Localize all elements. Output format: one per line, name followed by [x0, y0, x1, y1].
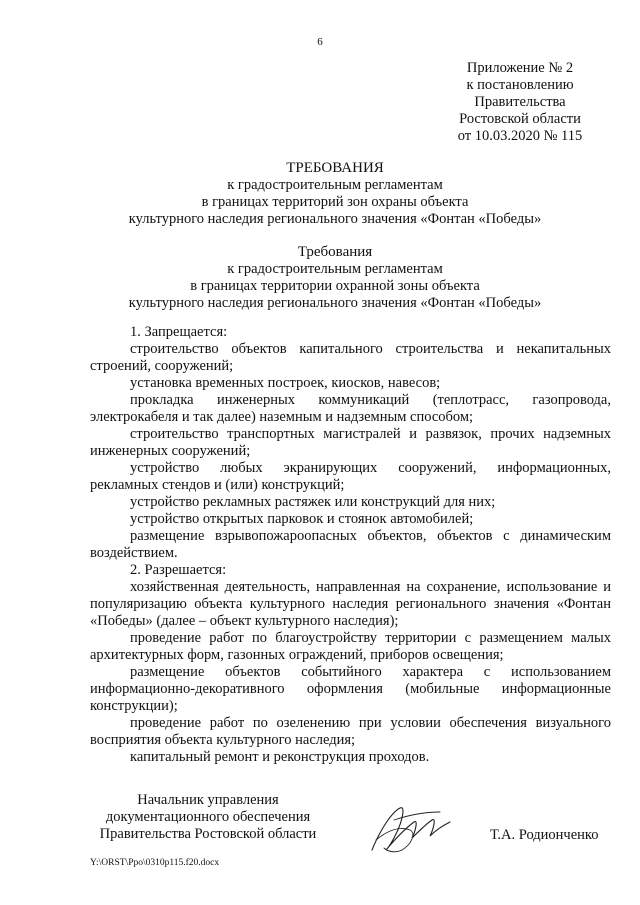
- list-item: размещение объектов событийного характера с использованием информационно-декоративного оформления (мобильные информационные конструкции);: [90, 664, 611, 714]
- section-title-line: в границах территории охранной зоны объекта: [190, 278, 480, 294]
- title-line: культурного наследия регионального значения «Фонтан «Победы»: [128, 211, 542, 227]
- list-item: устройство рекламных растяжек или конструкций для них;: [130, 494, 496, 510]
- file-path: Y:\ORST\Ppo\0310p115.f20.docx: [90, 858, 220, 868]
- signatory-position-line: Начальник управления: [137, 792, 279, 808]
- handwritten-signature: [366, 800, 456, 860]
- page-number: 6: [317, 36, 323, 48]
- section-heading: Требования: [297, 244, 373, 260]
- signatory-name: Т.А. Родионченко: [490, 827, 599, 843]
- section-title-line: к градостроительным регламентам: [227, 261, 443, 277]
- appendix-block: [440, 60, 600, 145]
- requirements-body: [90, 324, 611, 766]
- appendix-line: Ростовской области: [459, 111, 581, 127]
- list-item: строительство транспортных магистралей и развязок, прочих надземных инженерных сооружений;: [90, 426, 611, 459]
- signatory-position: [88, 792, 328, 843]
- title-heading: ТРЕБОВАНИЯ: [286, 160, 384, 176]
- list-item: проведение работ по озеленению при условии обеспечения визуального восприятия объекта культурного наследия;: [90, 715, 611, 748]
- section-title-line: культурного наследия регионального значения «Фонтан «Победы»: [128, 295, 542, 311]
- list-item: установка временных построек, киосков, навесов;: [130, 375, 441, 391]
- signatory-position-line: Правительства Ростовской области: [99, 826, 317, 842]
- list-item: устройство любых экранирующих сооружений, информационных, рекламных стендов и (или) конструкций;: [90, 460, 611, 493]
- title-line: в границах территорий зон охраны объекта: [201, 194, 469, 210]
- signatory-position-line: документационного обеспечения: [105, 809, 311, 825]
- appendix-line: к постановлению: [466, 77, 574, 93]
- list-item: проведение работ по благоустройству территории с размещением малых архитектурных форм, газонных ограждений, приборов освещения;: [90, 630, 611, 663]
- list-item: размещение взрывопожароопасных объектов, объектов с динамическим воздействием.: [90, 528, 611, 561]
- list-heading-permitted: 2. Разрешается:: [130, 562, 227, 578]
- list-heading-prohibited: 1. Запрещается:: [130, 324, 228, 340]
- list-item: устройство открытых парковок и стоянок автомобилей;: [130, 511, 474, 527]
- appendix-line: от 10.03.2020 № 115: [457, 128, 583, 144]
- list-item: хозяйственная деятельность, направленная на сохранение, использование и популяризацию объекта культурного наследия регионального значения «Фонтан «Победы» (далее – объект культурного наследия);: [90, 579, 611, 629]
- appendix-line: Приложение № 2: [466, 60, 574, 76]
- document-title: [60, 160, 610, 228]
- list-item: строительство объектов капитального строительства и некапитальных строений, сооружений;: [90, 341, 611, 374]
- title-line: к градостроительным регламентам: [227, 177, 443, 193]
- list-item: прокладка инженерных коммуникаций (теплотрасс, газопровода, электрокабеля и так далее) наземным и надземным способом;: [90, 392, 611, 425]
- list-item: капитальный ремонт и реконструкция проходов.: [130, 749, 430, 765]
- section-title: [60, 244, 610, 312]
- appendix-line: Правительства: [474, 94, 566, 110]
